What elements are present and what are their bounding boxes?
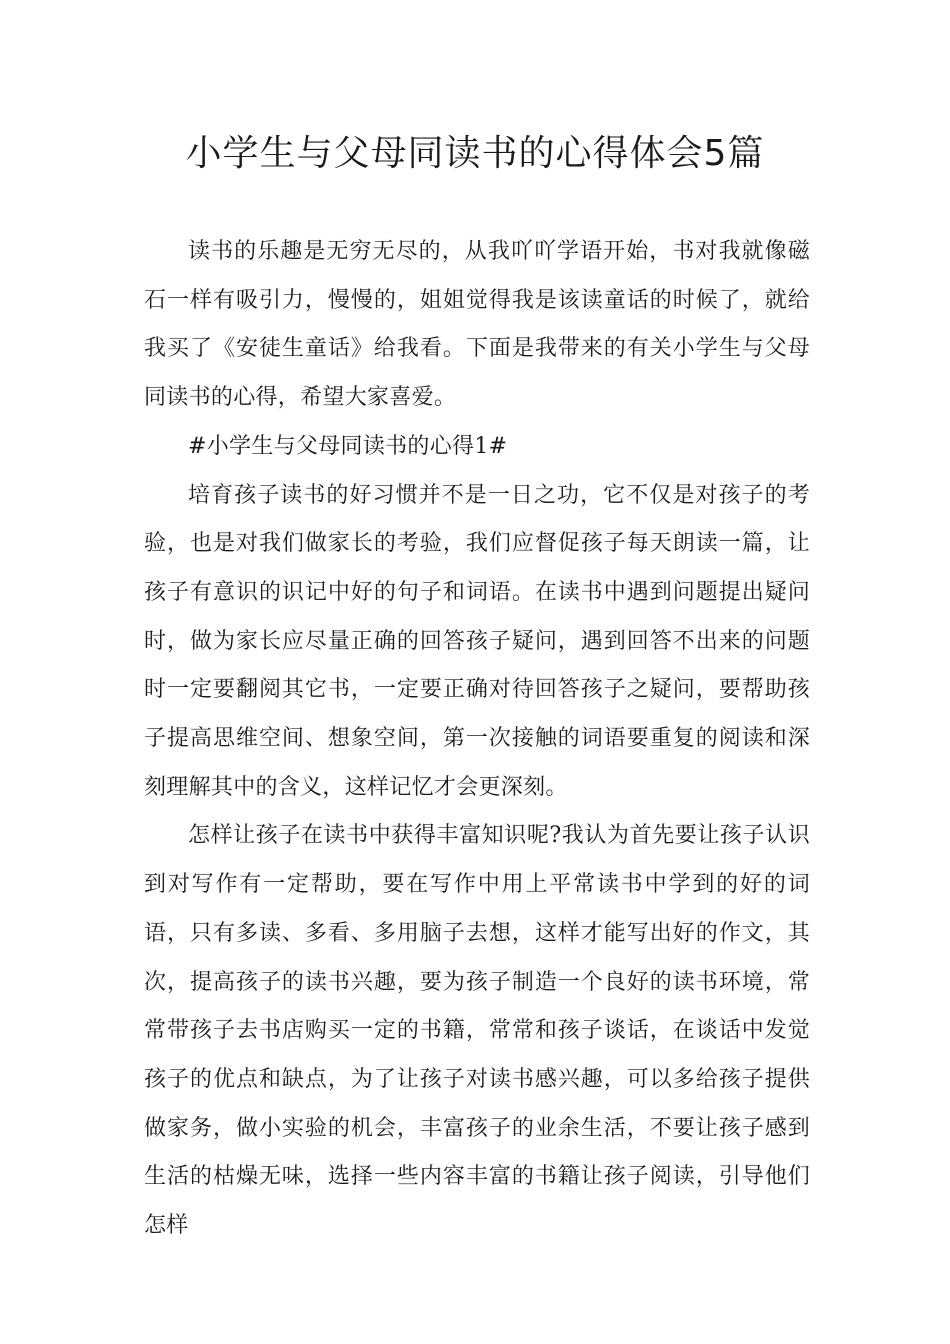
document-title: 小学生与父母同读书的心得体会5篇 bbox=[185, 133, 765, 174]
document-body bbox=[144, 228, 810, 1251]
paragraph-intro: 读书的乐趣是无穷无尽的，从我吖吖学语开始，书对我就像磁石一样有吸引力，慢慢的，姐姐觉得我是该读童话的时候了，就给我买了《安徒生童话》给我看。下面是我带来的有关小学生与父母同读书的心得，希望大家喜爱。 bbox=[144, 239, 810, 411]
section-heading: #小学生与父母同读书的心得1# bbox=[188, 433, 508, 459]
paragraph-habit: 培育孩子读书的好习惯并不是一日之功，它不仅是对孩子的考验，也是对我们做家长的考验，我们应督促孩子每天朗读一篇，让孩子有意识的识记中好的句子和词语。在读书中遇到问题提出疑问时，做为家长应尽量正确的回答孩子疑问，遇到回答不出来的问题时一定要翻阅其它书，一定要正确对待回答孩子之疑问，要帮助孩子提高思维空间、想象空间，第一次接触的词语要重复的阅读和深刻理解其中的含义，这样记忆才会更深刻。 bbox=[144, 482, 810, 800]
paragraph-knowledge: 怎样让孩子在读书中获得丰富知识呢?我认为首先要让孩子认识到对写作有一定帮助，要在写作中用上平常读书中学到的好的词语，只有多读、多看、多用脑子去想，这样才能写出好的作文，其次，提高孩子的读书兴趣，要为孩子制造一个良好的读书环境，常常带孩子去书店购买一定的书籍，常常和孩子谈话，在谈话中发觉孩子的优点和缺点，为了让孩子对读书感兴趣，可以多给孩子提供做家务，做小实验的机会，丰富孩子的业余生活，不要让孩子感到生活的枯燥无味，选择一些内容丰富的书籍让孩子阅读，引导他们怎样 bbox=[144, 823, 810, 1239]
